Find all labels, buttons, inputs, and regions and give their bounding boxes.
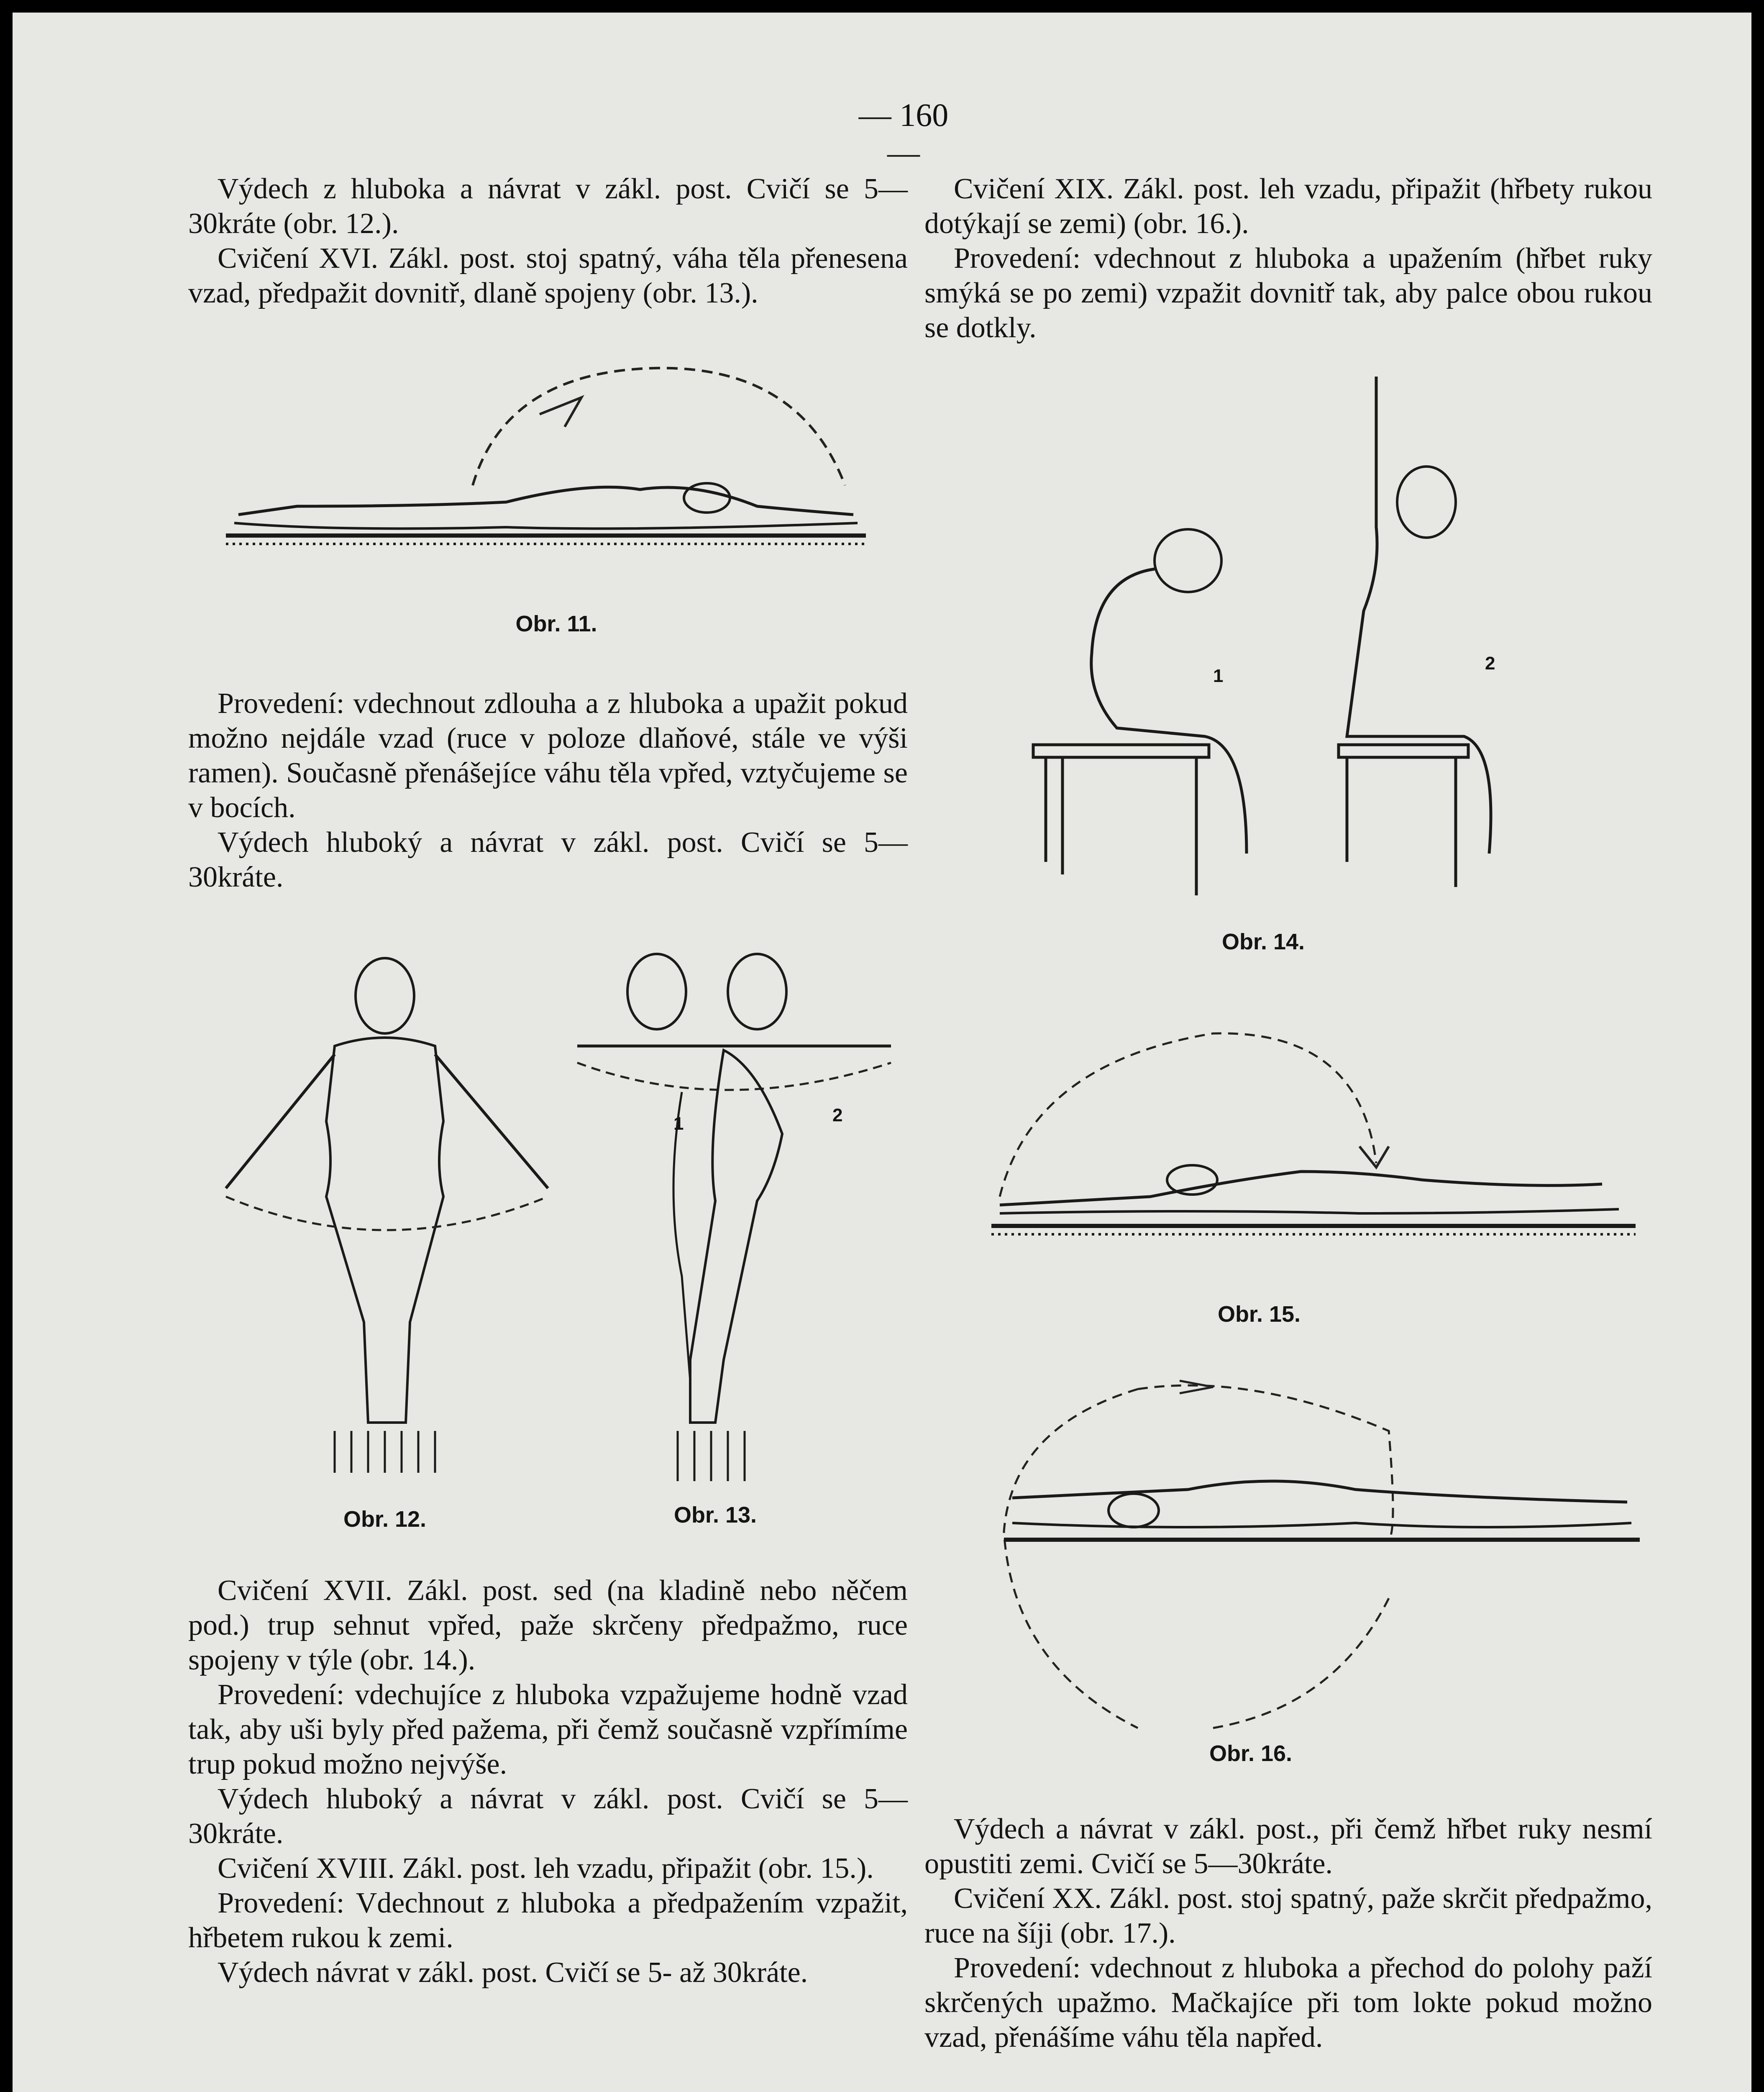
exercise-xix-paragraph: Cvičení XIX. Zákl. post. leh vzadu, připažit (hřbety rukou dotýkají se zemi) (obr. 16.). <box>924 173 1652 240</box>
paragraph: Výdech z hluboka a návrat v zákl. post. Cvičí se 5—30kráte (obr. 12.). <box>188 173 908 240</box>
left-text-block-3 <box>188 1573 908 1990</box>
figure-14-label-2: 2 <box>1485 653 1495 674</box>
scanned-page <box>13 13 1751 2092</box>
figure-14 <box>1029 360 1585 954</box>
paragraph: Provedení: vdechnout zdlouha a z hluboka a upažit pokud možno nejdále vzad (ruce v poloze dlaňové, stále ve výši ramen). Současně přenášejíce váhu těla vpřed, vztyčujeme se v bocích. <box>188 687 908 824</box>
figure-12-illustration <box>209 946 586 1502</box>
figure-13-illustration <box>565 941 933 1502</box>
exercise-xviii-paragraph: Cvičení XVIII. Zákl. post. leh vzadu, připažit (obr. 15.). <box>218 1852 874 1884</box>
paragraph: Provedení: vdechujíce z hluboka vzpažujeme hodně vzad tak, aby uši byly před pažema, při čemž současně vzpřímíme trup pokud možno nejvýše. <box>188 1679 908 1780</box>
figure-13-label-1: 1 <box>673 1113 684 1134</box>
exercise-xvii-paragraph: Cvičení XVII. Zákl. post. sed (na kladině nebo něčem pod.) trup sehnut vpřed, paže skrčeny předpažmo, ruce spojeny v týle (obr. 14.). <box>188 1574 908 1676</box>
paragraph: Výdech hluboký a návrat v zákl. post. Cvičí se 5—30kráte. <box>188 1783 908 1850</box>
left-text-block-1 <box>188 172 908 310</box>
figure-15 <box>983 1013 1652 1327</box>
figure-14-caption: Obr. 14. <box>1221 929 1305 954</box>
figure-11-illustration <box>213 347 899 607</box>
right-text-block-1 <box>924 172 1652 345</box>
figure-13 <box>565 941 933 1528</box>
left-text-block-2 <box>188 686 908 895</box>
paragraph: Provedení: vdechnout z hluboka a upažením (hřbet ruky smýká se po zemi) vzpažit dovnitř tak, aby palce obou rukou se dotkly. <box>924 242 1652 344</box>
figure-13-label-2: 2 <box>832 1105 843 1125</box>
figure-15-caption: Obr. 15. <box>1217 1302 1301 1327</box>
figure-14-label-1: 1 <box>1213 666 1224 686</box>
figure-12 <box>209 946 586 1532</box>
exercise-xvi-paragraph: Cvičení XVI. Zákl. post. stoj spatný, váha těla přenesena vzad, předpažit dovnitř, dlaně spojeny (obr. 13.). <box>188 242 908 309</box>
paragraph: Výdech hluboký a návrat v zákl. post. Cvičí se 5—30kráte. <box>188 826 908 893</box>
figure-15-illustration <box>983 1013 1652 1297</box>
right-text-block-2 <box>924 1812 1652 2055</box>
figure-12-caption: Obr. 12. <box>343 1507 427 1532</box>
paragraph: Provedení: vdechnout z hluboka a přechod do polohy paží skrčených upažmo. Mačkajíce při tom lokte pokud možno vzad, přenášíme váhu těla napřed. <box>924 1952 1652 2054</box>
figure-11-caption: Obr. 11. <box>515 611 597 636</box>
paragraph: Výdech a návrat v zákl. post., při čemž hřbet ruky nesmí opustiti zemi. Cvičí se 5—30kráte. <box>924 1813 1652 1880</box>
figure-14-illustration <box>1029 360 1585 954</box>
figure-13-caption: Obr. 13. <box>673 1502 757 1528</box>
figure-16-caption: Obr. 16. <box>1209 1741 1293 1766</box>
paragraph: Provedení: Vdechnout z hluboka a předpažením vzpažit, hřbetem rukou k zemi. <box>188 1887 908 1954</box>
figure-16 <box>979 1364 1656 1766</box>
figure-16-illustration <box>979 1364 1656 1766</box>
figure-11 <box>213 347 899 636</box>
page-number: — 160 — <box>858 97 949 171</box>
exercise-xx-paragraph: Cvičení XX. Zákl. post. stoj spatný, paže skrčit předpažmo, ruce na šíji (obr. 17.). <box>924 1882 1652 1949</box>
paragraph: Výdech návrat v zákl. post. Cvičí se 5- až 30kráte. <box>218 1956 808 1989</box>
